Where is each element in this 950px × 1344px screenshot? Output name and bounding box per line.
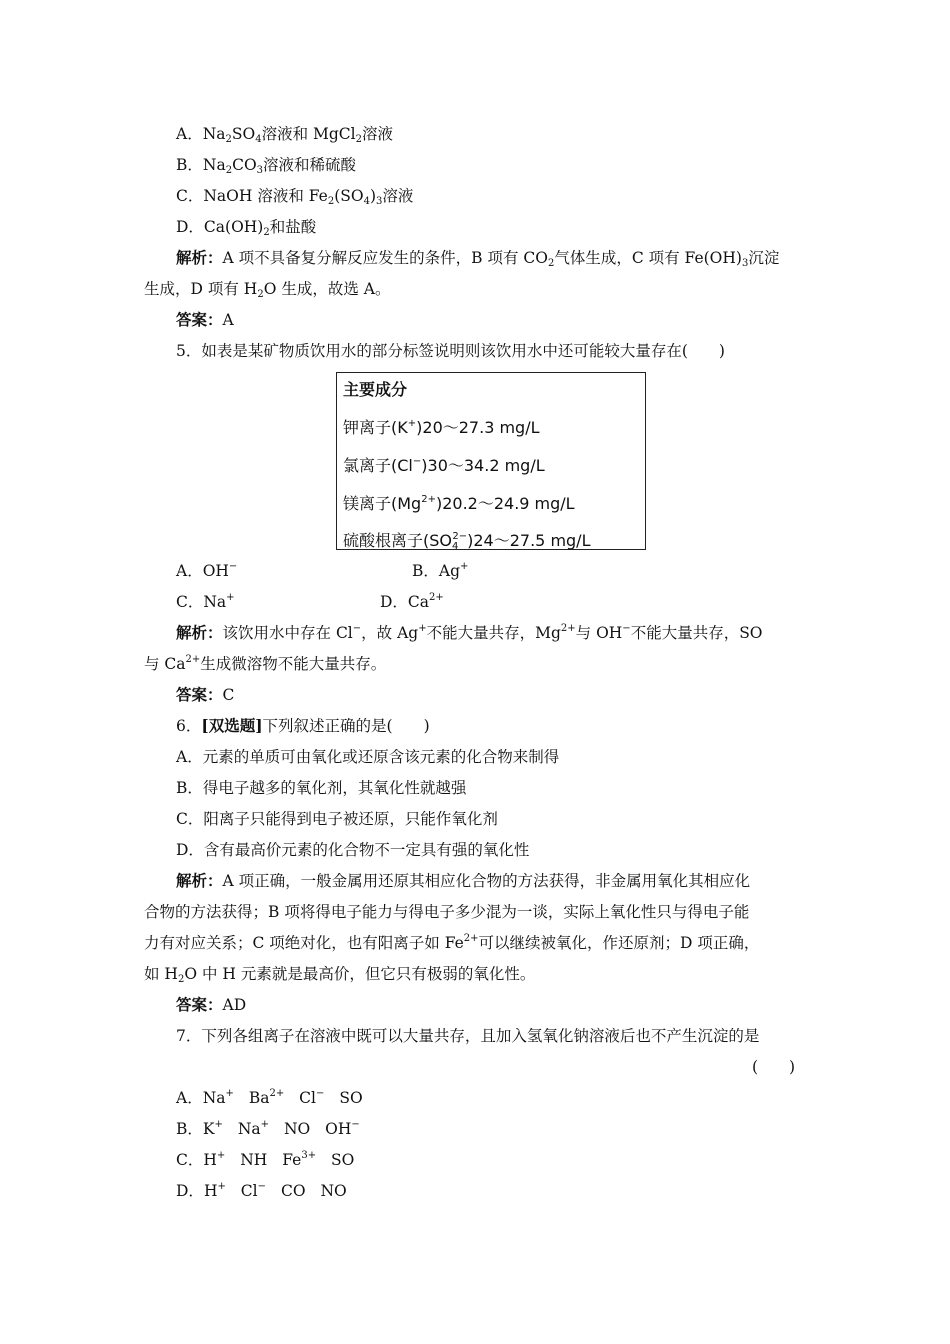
analysis-label: 解析： <box>176 623 223 642</box>
q4-option-d: D．$Ca(OH)_2$和盐酸 <box>176 218 317 238</box>
answer-label: 答案： <box>176 995 223 1014</box>
q4-analysis-line-2: 生成，D 项有 $H_2O$ 生成，故选 A。 <box>144 280 391 300</box>
label-row-sulfate: 硫酸根离子$(SO_4^{2-})24\sim 27.5$ mg/L <box>343 531 591 552</box>
q5-option-c: C．Na+ <box>176 592 235 611</box>
q5-option-a: A．OH− <box>176 561 238 580</box>
q4-answer: 答案：A <box>176 310 234 329</box>
q7-option-d: D．H+ Cl− CO NO <box>176 1181 347 1200</box>
analysis-label: 解析： <box>176 871 223 890</box>
label-row-potassium: 钾离子(K+)20～27.3 mg/L <box>343 418 540 437</box>
label-heading: 主要成分 <box>343 380 408 399</box>
answer-label: 答案： <box>176 310 223 329</box>
label-row-magnesium: 镁离子$(Mg^{2+})20.2\sim 24.9$ mg/L <box>343 494 575 513</box>
double-choice-tag: [双选题] <box>201 716 263 735</box>
q6-option-a: A．元素的单质可由氧化或还原含该元素的化合物来制得 <box>176 748 560 766</box>
q6-stem: 6．[双选题]下列叙述正确的是( ) <box>176 716 430 735</box>
q7-option-a: A．Na+ $Ba^{2+}$ Cl− SO <box>176 1088 363 1107</box>
q4-option-c: C．NaOH 溶液和 $Fe_2(SO_4)_3$溶液 <box>176 187 414 207</box>
q7-option-c: C．H+ NH $Fe^{3+}$ SO <box>176 1150 355 1169</box>
q7-answer-paren: ( ) <box>752 1058 796 1076</box>
q4-analysis-line-1: 解析：A 项不具备复分解反应发生的条件，B 项有 $CO_2$气体生成，C 项有 $Fe(OH)_3$沉淀 <box>176 248 780 269</box>
q5-answer: 答案：C <box>176 685 235 704</box>
label-row-chloride: 氯离子(Cl−)30～34.2 mg/L <box>343 456 545 475</box>
q6-option-b: B．得电子越多的氧化剂，其氧化性就越强 <box>176 779 467 797</box>
q6-option-d: D．含有最高价元素的化合物不一定具有强的氧化性 <box>176 841 530 859</box>
q7-stem: 7．下列各组离子在溶液中既可以大量共存，且加入氢氧化钠溶液后也不产生沉淀的是 <box>176 1027 760 1045</box>
q5-stem: 5．如表是某矿物质饮用水的部分标签说明则该饮用水中还可能较大量存在( ) <box>176 342 725 360</box>
q4-option-a: A．$Na_2SO_4$溶液和 MgCl$_2$溶液 <box>176 125 394 145</box>
mineral-water-label-table <box>336 372 646 550</box>
q6-analysis-line-3: 力有对应关系；C 项绝对化，也有阳离子如 $Fe^{2+}$可以继续被氧化，作还原剂；D 项正确， <box>144 933 760 952</box>
q6-answer: 答案：AD <box>176 995 247 1014</box>
analysis-label: 解析： <box>176 248 223 267</box>
q5-analysis-line-2: 与 $Ca^{2+}$生成微溶物不能大量共存。 <box>144 654 387 673</box>
q7-option-b: B．K+ Na+ NO OH− <box>176 1119 360 1138</box>
q6-analysis-line-1: 解析：A 项正确，一般金属用还原其相应化合物的方法获得，非金属用氧化其相应化 <box>176 871 751 890</box>
q6-option-c: C．阳离子只能得到电子被还原，只能作氧化剂 <box>176 810 498 828</box>
q4-option-b: B．$Na_2CO_3$溶液和稀硫酸 <box>176 156 357 176</box>
q5-option-d: D．$Ca^{2+}$ <box>380 592 444 611</box>
answer-label: 答案： <box>176 685 223 704</box>
q5-analysis-line-1: 解析：该饮用水中存在 Cl−，故 Ag+不能大量共存，$Mg^{2+}$与 OH−不能大量共存，SO <box>176 623 763 642</box>
q6-analysis-line-4: 如 $H_2O$ 中 H 元素就是最高价，但它只有极弱的氧化性。 <box>144 965 536 985</box>
q5-option-b: B．Ag+ <box>412 561 469 580</box>
q6-analysis-line-2: 合物的方法获得；B 项将得电子能力与得电子多少混为一谈，实际上氧化性只与得电子能 <box>144 903 750 921</box>
